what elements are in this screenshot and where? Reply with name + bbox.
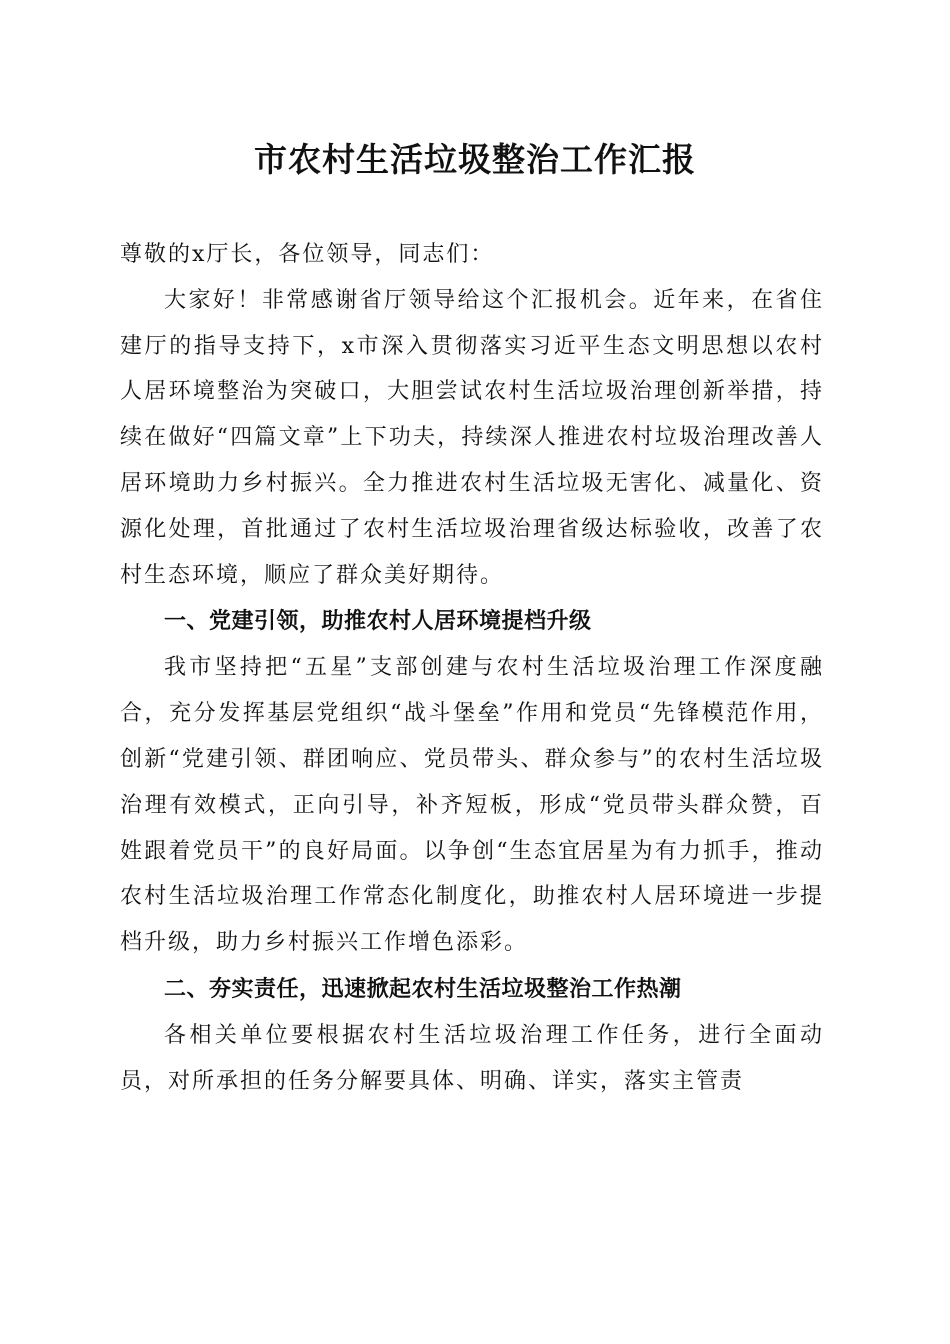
salutation: 尊敬的x厅长，各位领导，同志们：: [120, 242, 495, 267]
paragraph-section-2: 各相关单位要根据农村生活垃圾治理工作任务，进行全面动员，对所承担的任务分解要具体、明确、详实，落实主管责: [120, 1022, 824, 1094]
document-title: 市农村生活垃圾整治工作汇报: [254, 140, 696, 179]
section-heading-2: 二、夯实责任，迅速掀起农村生活垃圾整治工作热潮: [164, 976, 682, 1002]
paragraph-section-1: 我市坚持把“五星”支部创建与农村生活垃圾治理工作深度融合，充分发挥基层党组织“战斗堡垒”作用和党员“先锋模范作用，创新“党建引领、群团响应、党员带头、群众参与”的农村生活垃圾治理有效模式，正向引导，补齐短板，形成“党员带头群众赞，百姓跟着党员干”的良好局面。以争创“生态宜居星为有力抓手，推动农村生活垃圾治理工作常态化制度化，助推农村人居环境进一步提档升级，助力乡村振兴工作增色添彩。: [120, 655, 824, 956]
section-heading-1: 一、党建引领，助推农村人居环境提档升级: [164, 609, 592, 635]
document-body: [120, 232, 824, 1105]
paragraph-intro: 大家好！非常感谢省厅领导给这个汇报机会。近年来，在省住建厅的指导支持下，x市深入贯彻落实习近平生态文明思想以农村人居环境整治为突破口，大胆尝试农村生活垃圾治理创新举措，持续在做好“四篇文章”上下功夫，持续深人推进农村垃圾治理改善人居环境助力乡村振兴。全力推进农村生活垃圾无害化、减量化、资源化处理，首批通过了农村生活垃圾治理省级达标验收，改善了农村生态环境，顺应了群众美好期待。: [120, 287, 824, 588]
